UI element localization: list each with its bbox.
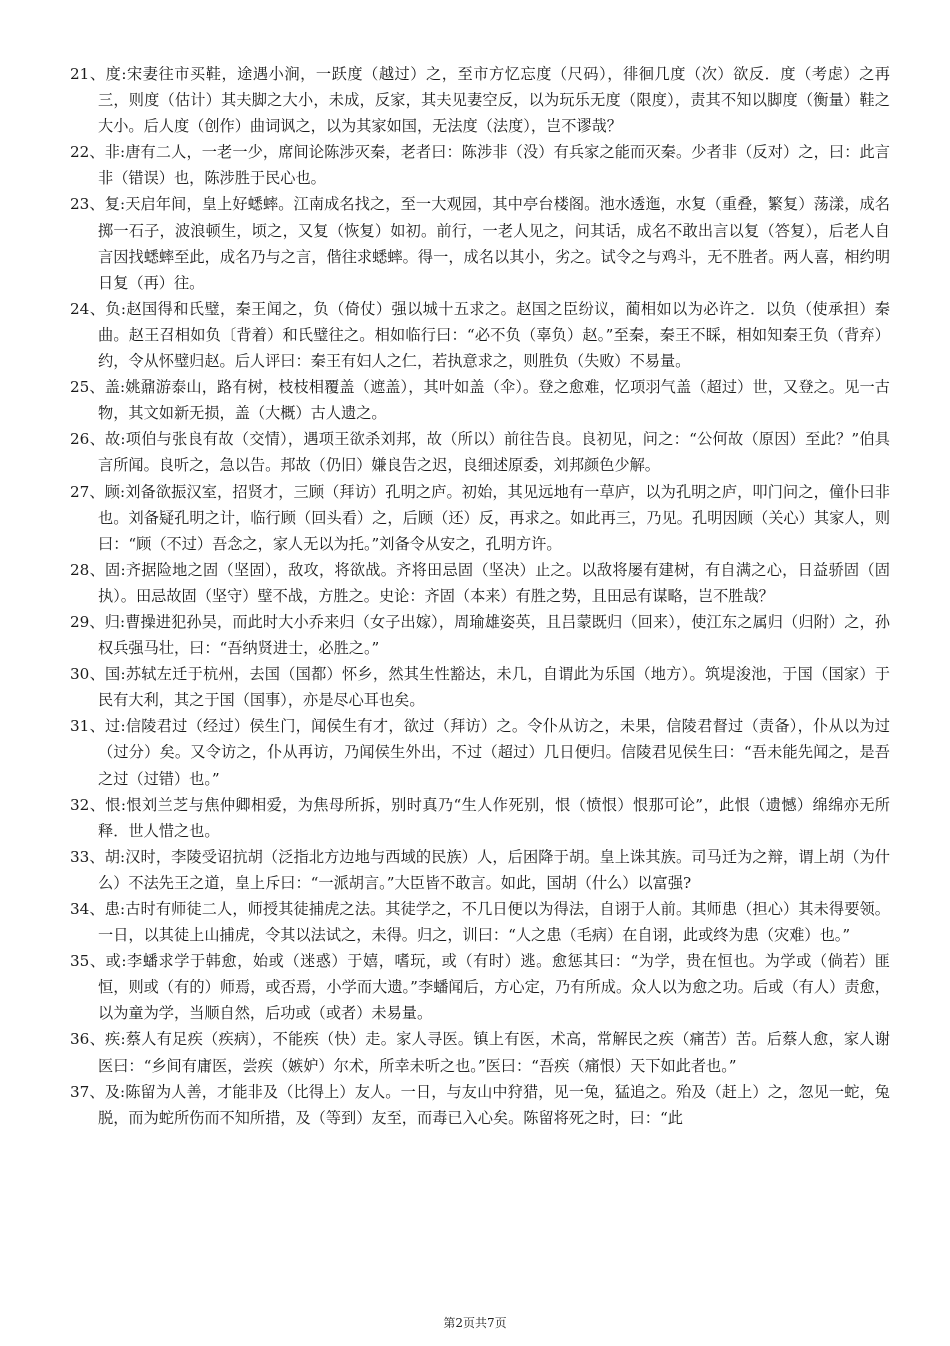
entry-23-fu: 23、复:天启年间，皇上好蟋蟀。江南成名找之，至一大观园，其中亭台楼阁。池水透迤，水复（重叠，繁复）荡漾，成名掷一石子，波浪顿生，顷之，又复（恢复）如初。前行，一老人见之，问其话，成名不敢出言以复（答复），后老人自言因找蟋蟀至此，成名乃与之言，偕往求蟋蟀。得一，成名以其小，劣之。试令之与鸡斗，无不胜者。两人喜，相约明日复（再）往。 (70, 195, 890, 292)
entry-29-gui: 29、归:曹操进犯孙吴，而此时大小乔来归（女子出嫁），周瑜雄姿英，且吕蒙既归（回来），使江东之属归（归附）之，孙权兵强马壮，曰：“吾纳贤进士，必胜之。” (70, 612, 890, 658)
entry-34-huan: 34、患:古时有师徒二人，师授其徒捕虎之法。其徒学之，不几日便以为得法，自诩于人前。其师患（担心）其未得要领。一日，以其徒上山捕虎，令其以法试之，未得。归之，训曰：“人之患（毛病）在自诩，此或终为患（灾难）也。” (70, 900, 890, 945)
entry-33-hu: 33、胡:汉时，李陵受诏抗胡（泛指北方边地与西域的民族）人，后困降于胡。皇上诛其族。司马迁为之辩，谓上胡（为什么）不法先王之道，皇上斥曰：“一派胡言。”大臣皆不敢言。如此，国胡（什么）以富强? (70, 847, 890, 892)
entry-36-ji: 36、疾:蔡人有足疾（疾病），不能疾（快）走。家人寻医。镇上有医，术高，常解民之疾（痛苦）苦。后蔡人愈，家人谢医曰：“乡间有庸医，尝疾（嫉妒）尔术，所幸未听之也。”医曰：“吾疾（痛恨）天下如此者也。” (70, 1030, 890, 1075)
entry-32-hen: 32、恨:恨刘兰芝与焦仲卿相爱，为焦母所拆，别时真乃“生人作死别，恨（愤恨）恨那可论”，此恨（遗憾）绵绵亦无所释．世人惜之也。 (70, 795, 890, 840)
entry-35-huo: 35、或:李蟠求学于韩愈，始或（迷惑）于嬉，嗜玩，或（有时）逃。愈惩其曰：“为学，贵在恒也。为学或（倘若）匪恒，则或（有的）师焉，或否焉，小学而大遗。”李蟠闻后，方心定，乃有所成。众人以为愈之功。后或（有人）责愈，以为童为学，当顺自然，后功或（或者）未易量。 (70, 952, 890, 1023)
entry-37-ji: 37、及:陈留为人善，才能非及（比得上）友人。一日，与友山中狩猎，见一兔，猛追之。殆及（赶上）之，忽见一蛇，兔脱，而为蛇所伤而不知所措，及（等到）友至，而毒已入心矣。陈留将死之时，曰：“此 (70, 1082, 890, 1127)
entry-26-gu: 26、故:项伯与张良有故（交情），遇项王欲杀刘邦，故（所以）前往告良。良初见，问之：“公何故（原因）至此？”伯具言所闻。良听之，急以告。邦故（仍旧）嫌良告之迟，良细述原委，刘邦颜色少解。 (70, 430, 890, 475)
entry-25-gai: 25、盖:姚鼐游泰山，路有树，枝枝相覆盖（遮盖），其叶如盖（伞）。登之愈难，忆项羽气盖（超过）世，又登之。见一古物，其文如新无损，盖（大概）古人遗之。 (70, 378, 890, 423)
entry-27-gu: 27、顾:刘备欲振汉室，招贤才，三顾（拜访）孔明之庐。初始，其见远地有一草庐，以为孔明之庐，叩门问之，僮仆曰非也。刘备疑孔明之计，临行顾（回头看）之，后顾（还）反，再求之。如此再三，乃见。孔明因顾（关心）其家人，则曰：“顾（不过）吾念之，家人无以为托。”刘备令从安之，孔明方许。 (70, 482, 890, 553)
entry-22-fei: 22、非:唐有二人，一老一少，席间论陈涉灭秦，老者曰：陈涉非（没）有兵家之能而灭秦。少者非（反对）之，曰：此言非（错误）也，陈涉胜于民心也。 (70, 143, 890, 188)
entry-24-fu: 24、负:赵国得和氏璧，秦王闻之，负（倚仗）强以城十五求之。赵国之臣纷议，蔺相如以为必许之．以负（使承担）秦曲。赵王召相如负〔背着）和氏璧往之。相如临行曰：“必不负（辜负）赵。”至秦，秦王不睬，相如知秦王负（背弃）约，令从怀璧归赵。后人评曰：秦王有妇人之仁，若执意求之，则胜负（失败）不易量。 (70, 299, 890, 371)
entry-30-guo: 30、国:苏轼左迁于杭州，去国（国都）怀乡，然其生性豁达，未几，自谓此为乐国（地方）。筑堤浚池，于国（国家）于民有大利，其之于国（国事），亦是尽心耳也矣。 (70, 665, 890, 710)
entry-list (70, 61, 890, 1131)
entry-31-guo: 31、过:信陵君过（经过）侯生门，闻侯生有才，欲过（拜访）之。令仆从访之，未果，信陵君督过（责备），仆从以为过（过分）矣。又令访之，仆从再访，乃闻侯生外出，不过（超过）几日便归。信陵君见侯生曰：“吾未能先闻之，是吾之过（过错）也。” (70, 717, 890, 788)
page-number-footer: 第2页共7页 (443, 1316, 507, 1330)
entry-28-gu: 28、固:齐据险地之固（坚固），敌攻，将欲战。齐将田忌固（坚决）止之。以敌将屡有建树，有自满之心，日益骄固（固执）。田忌故固（坚守）壁不战，方胜之。史论：齐固（本来）有胜之势，且田忌有谋略，岂不胜哉？ (70, 560, 890, 605)
entry-21-du: 21、度:宋妻往市买鞋，途遇小涧，一跃度（越过）之，至市方忆忘度（尺码），徘徊几度（次）欲反．度（考虑）之再三，则度（估计）其夫脚之大小，未成，反家，其夫见妻空反，以为玩乐无度（限度），责其不知以脚度（衡量）鞋之大小。后人度（创作）曲词讽之，以为其家如国，无法度（法度），岂不谬哉？ (70, 65, 890, 136)
